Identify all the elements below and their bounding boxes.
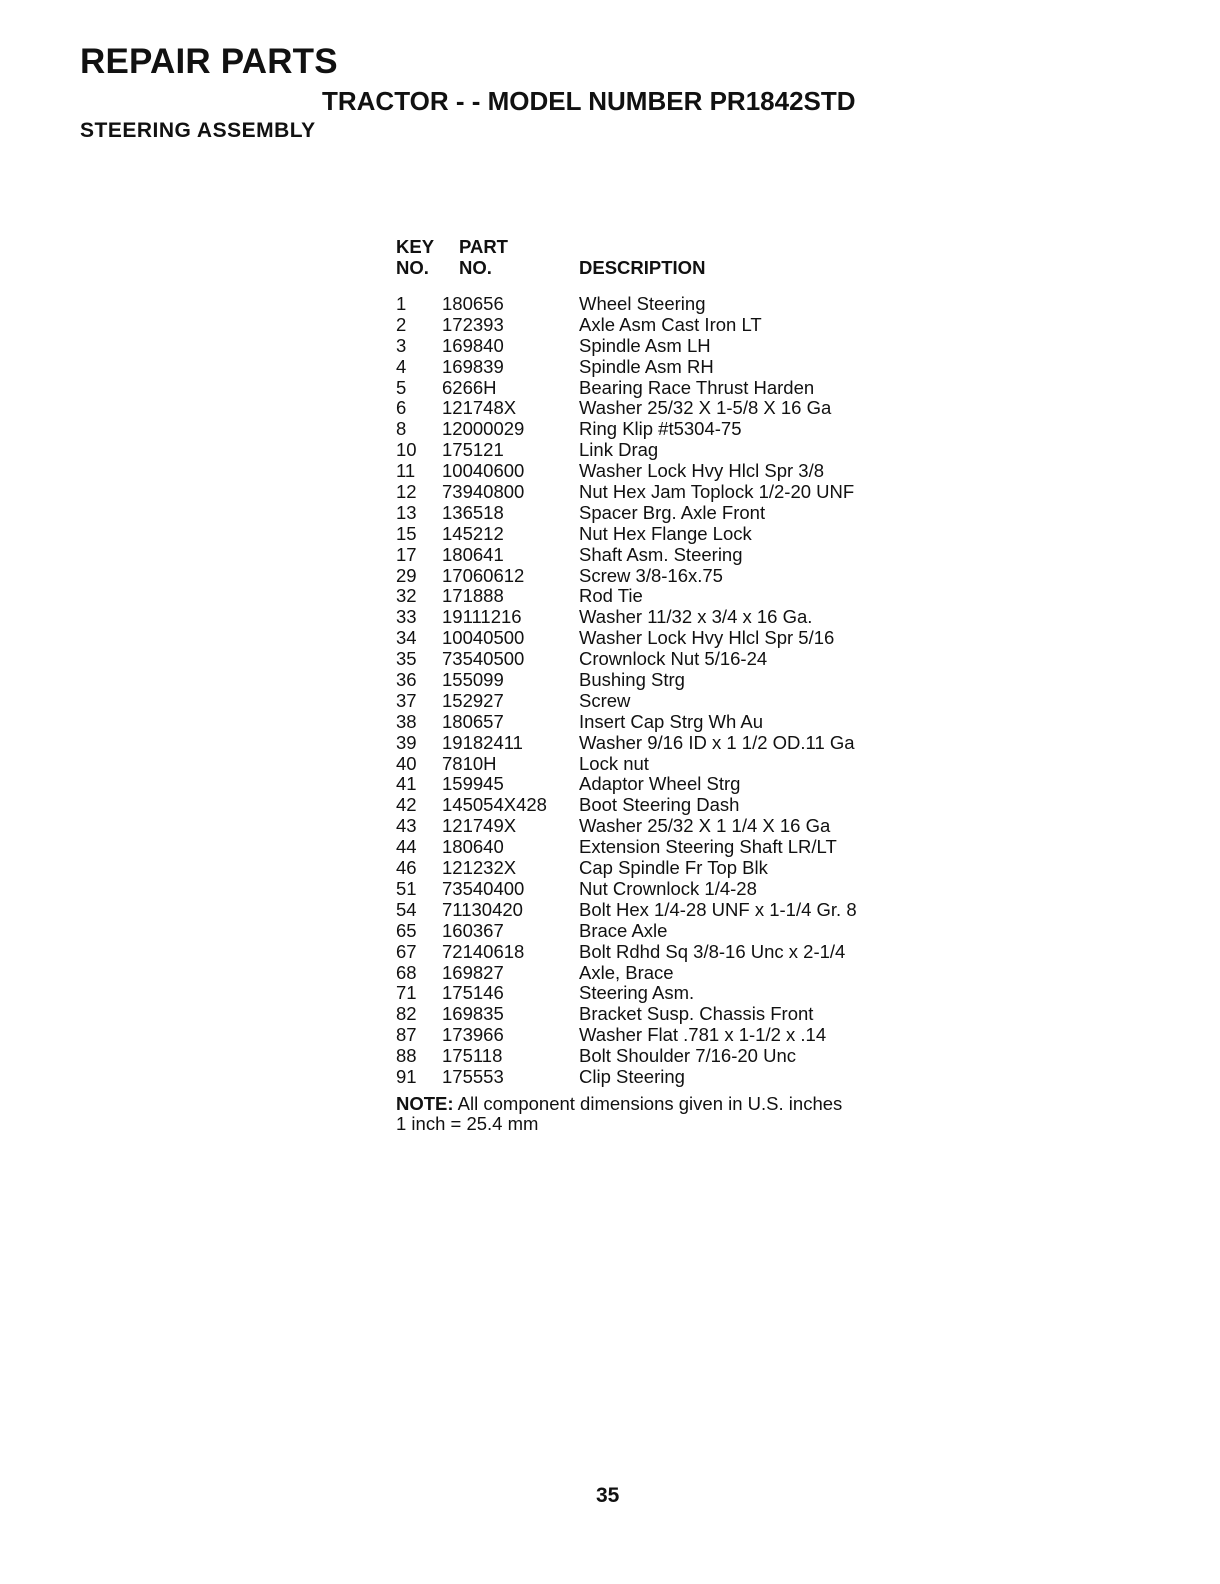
table-row: [396, 378, 916, 399]
table-row: [396, 1004, 916, 1025]
part-number: 180641: [442, 543, 504, 565]
part-number: 17060612: [442, 564, 525, 586]
part-description: Washer 11/32 x 3/4 x 16 Ga.: [579, 606, 813, 628]
note-text: All component dimensions given in U.S. inches: [453, 1092, 843, 1114]
part-description: Nut Hex Flange Lock: [579, 522, 752, 544]
page-number: 35: [596, 1484, 620, 1507]
key-number: 41: [396, 773, 417, 795]
part-description: Brace Axle: [579, 919, 668, 941]
table-row: [396, 921, 916, 942]
key-number: 3: [396, 334, 407, 356]
note-conversion: 1 inch = 25.4 mm: [396, 1112, 539, 1134]
key-number: 35: [396, 648, 417, 670]
part-number: 19111216: [442, 606, 522, 628]
part-description: Ring Klip #t5304-75: [579, 418, 742, 440]
note-label: NOTE:: [396, 1092, 454, 1114]
key-number: 33: [396, 606, 417, 628]
part-number: 169835: [442, 1003, 504, 1025]
key-number: 43: [396, 815, 417, 837]
key-number: 36: [396, 669, 417, 691]
table-row: [396, 649, 916, 670]
description-column-header: DESCRIPTION: [579, 257, 706, 278]
table-row: [396, 983, 916, 1004]
key-number: 1: [396, 293, 407, 314]
table-row: [396, 1067, 916, 1088]
part-description: Link Drag: [579, 439, 659, 461]
part-description: Bolt Shoulder 7/16-20 Unc: [579, 1045, 796, 1067]
table-row: [396, 482, 916, 503]
part-description: Washer 25/32 X 1 1/4 X 16 Ga: [579, 815, 831, 837]
part-description: Clip Steering: [579, 1065, 685, 1087]
part-number: 145212: [442, 522, 504, 544]
part-description: Washer 9/16 ID x 1 1/2 OD.11 Ga: [579, 731, 855, 753]
table-row: [396, 942, 916, 963]
part-description: Bolt Rdhd Sq 3/8-16 Unc x 2-1/4: [579, 940, 846, 962]
key-number: 67: [396, 940, 417, 962]
part-number: 159945: [442, 773, 504, 795]
key-number: 44: [396, 836, 417, 858]
part-description: Lock nut: [579, 752, 649, 774]
part-number: 10040500: [442, 627, 525, 649]
part-description: Washer Lock Hvy Hlcl Spr 3/8: [579, 460, 825, 482]
table-row: [396, 398, 916, 419]
part-column-header-top: PART: [459, 236, 508, 257]
part-number: 173966: [442, 1024, 504, 1046]
part-number: 6266H: [442, 376, 497, 398]
key-number: 4: [396, 355, 407, 377]
key-number: 51: [396, 877, 417, 899]
table-row: [396, 963, 916, 984]
key-number: 6: [396, 397, 407, 419]
part-description: Bolt Hex 1/4-28 UNF x 1-1/4 Gr. 8: [579, 898, 857, 920]
table-row: [396, 1046, 916, 1067]
part-description: Crownlock Nut 5/16-24: [579, 648, 768, 670]
model-subtitle: TRACTOR - - MODEL NUMBER PR1842STD: [322, 86, 856, 116]
key-number: 13: [396, 501, 417, 523]
part-number: 175121: [442, 439, 504, 461]
table-row: [396, 1025, 916, 1046]
table-row: [396, 795, 916, 816]
part-description: Screw 3/8-16x.75: [579, 564, 723, 586]
key-number: 5: [396, 376, 407, 398]
part-description: Washer Lock Hvy Hlcl Spr 5/16: [579, 627, 835, 649]
part-number: 72140618: [442, 940, 525, 962]
key-number: 46: [396, 857, 417, 879]
key-number: 40: [396, 752, 417, 774]
table-row: [396, 607, 916, 628]
key-number: 8: [396, 418, 407, 440]
parts-list: [396, 236, 916, 1134]
key-number: 29: [396, 564, 417, 586]
part-description: Washer 25/32 X 1-5/8 X 16 Ga: [579, 397, 832, 419]
key-number: 2: [396, 313, 407, 335]
part-number: 73940800: [442, 481, 525, 503]
part-description: Spacer Brg. Axle Front: [579, 501, 766, 523]
part-number: 71130420: [442, 898, 523, 920]
table-row: [396, 336, 916, 357]
part-description: Steering Asm.: [579, 982, 695, 1004]
part-number: 155099: [442, 669, 504, 691]
part-description: Extension Steering Shaft LR/LT: [579, 836, 837, 858]
table-row: [396, 879, 916, 900]
part-description: Spindle Asm RH: [579, 355, 714, 377]
table-row: [396, 294, 916, 315]
table-row: [396, 586, 916, 607]
part-number: 180657: [442, 710, 504, 732]
part-description: Boot Steering Dash: [579, 794, 740, 816]
part-description: Rod Tie: [579, 585, 643, 607]
table-row: [396, 691, 916, 712]
part-description: Axle, Brace: [579, 961, 674, 983]
key-number: 87: [396, 1024, 417, 1046]
key-number: 17: [396, 543, 417, 565]
key-number: 37: [396, 689, 417, 711]
key-number: 10: [396, 439, 417, 461]
key-number: 91: [396, 1065, 417, 1087]
table-row: [396, 545, 916, 566]
table-row: [396, 315, 916, 336]
part-number: 169839: [442, 355, 504, 377]
page-title: REPAIR PARTS: [80, 42, 338, 81]
part-number: 136518: [442, 501, 504, 523]
part-number: 10040600: [442, 460, 525, 482]
table-row: [396, 440, 916, 461]
table-row: [396, 754, 916, 775]
part-description: Washer Flat .781 x 1-1/2 x .14: [579, 1024, 827, 1046]
part-number: 73540500: [442, 648, 525, 670]
section-heading: STEERING ASSEMBLY: [80, 119, 316, 142]
key-number: 34: [396, 627, 417, 649]
part-number: 152927: [442, 689, 504, 711]
part-description: Cap Spindle Fr Top Blk: [579, 857, 768, 879]
key-number: 38: [396, 710, 417, 732]
part-description: Nut Hex Jam Toplock 1/2-20 UNF: [579, 481, 855, 503]
part-number: 160367: [442, 919, 504, 941]
part-number: 73540400: [442, 877, 525, 899]
part-number: 121749X: [442, 815, 517, 837]
part-number: 180656: [442, 293, 504, 314]
part-description: Axle Asm Cast Iron LT: [579, 313, 762, 335]
part-number: 175118: [442, 1045, 503, 1067]
part-description: Spindle Asm LH: [579, 334, 711, 356]
table-row: [396, 461, 916, 482]
table-row: [396, 670, 916, 691]
table-row: [396, 774, 916, 795]
part-description: Bracket Susp. Chassis Front: [579, 1003, 814, 1025]
key-number: 32: [396, 585, 417, 607]
table-row: [396, 816, 916, 837]
key-number: 12: [396, 481, 417, 503]
dimension-note: [396, 1094, 916, 1134]
table-row: [396, 858, 916, 879]
part-number: 169827: [442, 961, 504, 983]
key-column-header-bottom: NO.: [396, 257, 429, 278]
table-row: [396, 419, 916, 440]
key-number: 71: [396, 982, 417, 1004]
key-column-header-top: KEY: [396, 236, 435, 257]
parts-list-header: [396, 236, 916, 294]
key-number: 39: [396, 731, 417, 753]
key-number: 68: [396, 961, 417, 983]
table-row: [396, 837, 916, 858]
table-row: [396, 628, 916, 649]
part-number: 180640: [442, 836, 504, 858]
part-number: 7810H: [442, 752, 497, 774]
part-number: 172393: [442, 313, 504, 335]
part-description: Shaft Asm. Steering: [579, 543, 743, 565]
key-number: 11: [396, 460, 416, 482]
key-number: 65: [396, 919, 417, 941]
table-row: [396, 900, 916, 921]
part-number: 171888: [442, 585, 504, 607]
key-number: 82: [396, 1003, 417, 1025]
part-number: 121232X: [442, 857, 517, 879]
part-description: Wheel Steering: [579, 293, 706, 314]
table-row: [396, 566, 916, 587]
part-description: Insert Cap Strg Wh Au: [579, 710, 764, 732]
part-description: Nut Crownlock 1/4-28: [579, 877, 757, 899]
key-number: 15: [396, 522, 417, 544]
table-row: [396, 712, 916, 733]
part-description: Bearing Race Thrust Harden: [579, 376, 815, 398]
part-description: Screw: [579, 689, 631, 711]
part-number: 175553: [442, 1065, 504, 1087]
table-row: [396, 503, 916, 524]
table-row: [396, 733, 916, 754]
part-column-header-bottom: NO.: [459, 257, 492, 278]
part-description: Bushing Strg: [579, 669, 685, 691]
key-number: 54: [396, 898, 417, 920]
part-description: Adaptor Wheel Strg: [579, 773, 741, 795]
part-number: 12000029: [442, 418, 525, 440]
table-row: [396, 524, 916, 545]
part-number: 175146: [442, 982, 504, 1004]
part-number: 121748X: [442, 397, 517, 419]
part-number: 145054X428: [442, 794, 547, 816]
key-number: 88: [396, 1045, 417, 1067]
part-number: 169840: [442, 334, 504, 356]
part-number: 19182411: [442, 731, 523, 753]
parts-rows: [396, 294, 916, 1088]
key-number: 42: [396, 794, 417, 816]
table-row: [396, 357, 916, 378]
